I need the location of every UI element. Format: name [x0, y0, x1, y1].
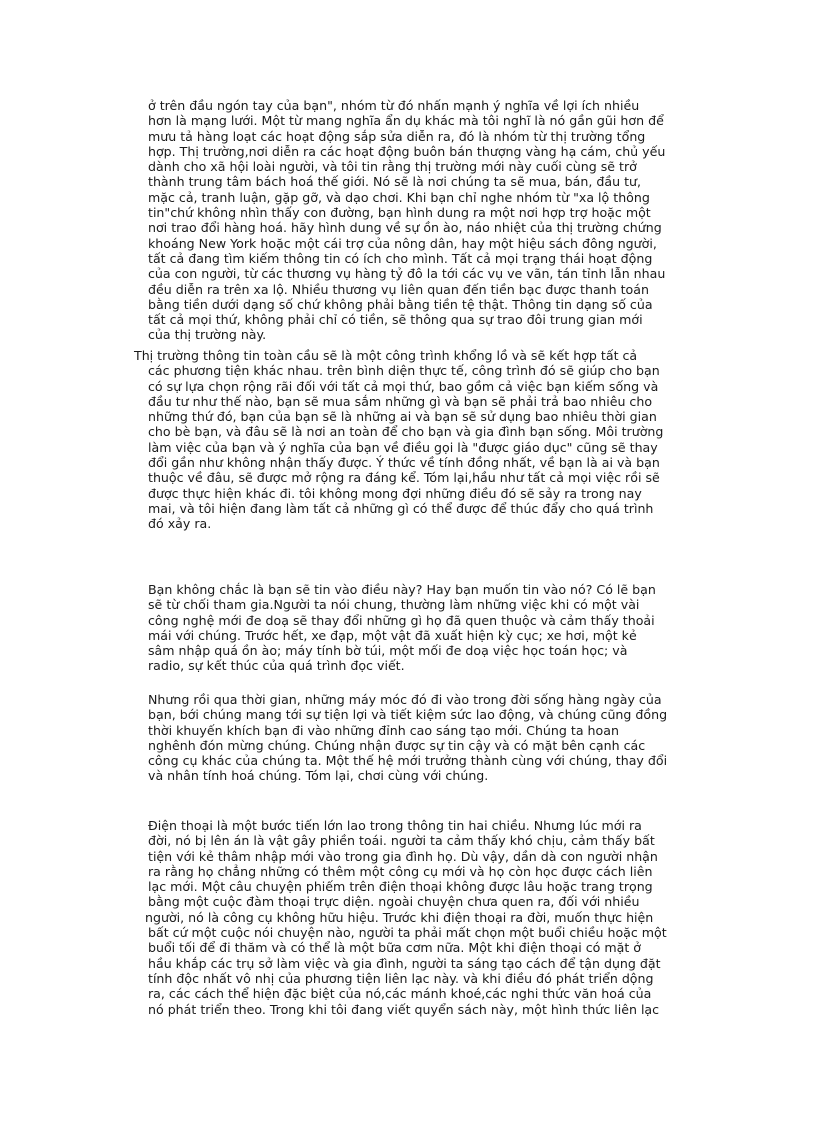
- text-line: nghênh đón mừng chúng. Chúng nhận được sự tin cậy và có mặt bên cạnh các: [148, 737, 646, 753]
- text-line: hầu khắp các trụ sở làm việc và gia đình, người ta sáng tạo cách để tận dụng đặt: [148, 955, 661, 971]
- text-line: nơi trao đổi hàng hoá. hãy hình dung về sự ồn ào, náo nhiệt của thị trường chứng: [148, 220, 662, 236]
- text-line: được thực hiện khác đi. tôi không mong đợi những điều đó sẽ sảy ra trong nay: [148, 485, 642, 501]
- text-line: mặc cả, tranh luận, gặp gỡ, và dạo chơi. Khi bạn chỉ nghe nhóm từ "xa lộ thông: [148, 189, 650, 205]
- text-line: hợp. Thị trường,nơi diễn ra các hoạt động buôn bán thượng vàng hạ cám, chủ yếu: [148, 143, 666, 159]
- text-line: của thị trường này.: [148, 327, 267, 343]
- text-line: sâm nhập quá ồn ào; máy tính bờ túi, một mối đe doạ việc học toán học; và: [148, 643, 628, 659]
- text-line: người, nó là công cụ không hữu hiệu. Trước khi điện thoại ra đời, muốn thực hiện: [145, 909, 654, 925]
- text-line: Điện thoại là một bước tiến lớn lao trong thông tin hai chiều. Nhưng lúc mới ra: [148, 818, 642, 833]
- text-line: bằng một cuộc đàm thoại trực diện. ngoài chuyện chưa quen ra, đối với nhiều: [148, 894, 640, 910]
- text-line: mái với chúng. Trước hết, xe đạp, một vật đã xuất hiện kỳ cục; xe hơi, một kẻ: [148, 627, 637, 643]
- paragraph-5: [145, 818, 667, 1017]
- text-line: công nghệ mới đe doạ sẽ thay đổi những gì họ đã quen thuộc và cảm thấy thoải: [148, 612, 655, 628]
- text-line: bất cứ một cuộc nói chuyện nào, người ta phải mất chọn một buổi chiều hoặc một: [148, 925, 667, 941]
- text-line: tính độc nhất vô nhị của phương tiện liên lạc này. và khi điều đó phát triển dộng: [148, 970, 654, 986]
- text-line: Nhưng rồi qua thời gian, những máy móc đó đi vào trong đời sống hàng ngày của: [148, 692, 662, 707]
- text-line: có sự lựa chọn rộng rãi đối với tất cả mọi thứ, bao gồm cả việc bạn kiếm sống và: [148, 378, 659, 394]
- text-line: đổi gần như không nhận thấy được. Ý thức về tính đồng nhất, về bạn là ai và bạn: [148, 455, 660, 471]
- text-line: thành trung tâm bách hoá thế giới. Nó sẽ là nơi chúng ta sẽ mua, bán, đầu tư,: [148, 174, 641, 190]
- text-line: bằng tiền dưới dạng số chứ không phải bằng tiền tệ thật. Thông tin dạng số của: [148, 296, 653, 312]
- text-line: của con người, từ các thương vụ hàng tỷ đô la tới các vụ ve vãn, tán tỉnh lẫn nhau: [148, 266, 666, 282]
- paragraph-2: [134, 348, 663, 532]
- text-line: nó phát triển theo. Trong khi tôi đang viết quyển sách này, một hình thức liên lạc: [148, 1001, 660, 1017]
- text-line: radio, sự kết thúc của quá trình đọc viết.: [148, 658, 405, 674]
- text-line: hơn là mạng lưới. Một từ mang nghĩa ẩn dụ khác mà tôi nghĩ là nó gần gũi hơn để: [148, 113, 664, 129]
- text-line: công cụ khác của chúng ta. Một thế hệ mới trưởng thành cùng với chúng, thay đổi: [148, 753, 668, 769]
- text-line: những thứ đó, bạn của bạn sẽ là những ai và bạn sẽ sử dụng bao nhiêu thời gian: [148, 409, 657, 425]
- text-line: đời, nó bị lên án là vật gây phiền toái. người ta cảm thấy khó chịu, cảm thấy bất: [148, 833, 655, 849]
- text-line: mưu tả hàng loạt các hoạt động sắp sửa diễn ra, đó là nhóm từ thị trường tổng: [148, 128, 646, 144]
- text-line: thuộc về đâu, sẽ được mở rộng ra đáng kể. Tóm lại,hầu như tất cả mọi việc rồi sẽ: [148, 470, 660, 486]
- text-line: sẽ từ chối tham gia.Người ta nói chung, thường làm những việc khi có một vài: [148, 597, 640, 613]
- text-line: các phương tiện khác nhau. trên bình diện thực tế, công trình đó sẽ giúp cho bạn: [148, 363, 660, 379]
- paragraph-3: [148, 582, 656, 674]
- text-line: dành cho xã hội loài người, và tôi tin rằng thị trường mới này cuối cùng sẽ trở: [148, 159, 637, 175]
- text-line: khoáng New York hoặc một cái trợ của nông dân, hay một hiệu sách đông người,: [148, 235, 657, 251]
- text-line: ở trên đầu ngón tay của bạn", nhóm từ đó nhấn mạnh ý nghĩa về lợi ích nhiều: [148, 98, 640, 113]
- paragraph-1: [148, 98, 665, 343]
- text-line: ra, các cách thể hiện đặc biệt của nó,các mánh khoé,các nghi thức văn hoá của: [148, 986, 652, 1002]
- text-line: tất cả đang tìm kiếm thông tin có ích cho mình. Tất cả mọi trạng thái hoạt động: [148, 250, 653, 266]
- text-line: cho bè bạn, và đâu sẽ là nơi an toàn để cho bạn và gia đình bạn sống. Môi trường: [148, 424, 664, 440]
- text-line: lạc mới. Một câu chuyện phiếm trên điện thoại không được lâu hoặc trang trọng: [148, 879, 653, 895]
- text-line: tin"chứ không nhìn thấy con đường, bạn hình dung ra một nơi hợp trợ hoặc một: [148, 205, 651, 221]
- text-line: và nhân tính hoá chúng. Tóm lại, chơi cùng với chúng.: [148, 768, 489, 784]
- text-line: đầu tư như thế nào, bạn sẽ mua sắm những gì và bạn sẽ phải trả bao nhiêu cho: [148, 393, 653, 409]
- text-line: Bạn không chắc là bạn sẽ tin vào điều này? Hay bạn muốn tin vào nó? Có lẽ bạn: [148, 582, 656, 597]
- text-line: Thị trường thông tin toàn cầu sẽ là một công trình khổng lồ và sẽ kết hợp tất cả: [134, 348, 638, 363]
- text-line: đều diễn ra trên xa lộ. Nhiều thương vụ liên quan đến tiền bạc được thanh toán: [148, 281, 649, 297]
- text-line: mai, và tôi hiện đang làm tất cả những gì có thể được để thúc đẩy cho quá trình: [148, 500, 654, 516]
- text-line: đó xảy ra.: [148, 516, 212, 532]
- text-line: thời khuyến khích bạn đi vào những đỉnh cao sáng tạo mới. Chúng ta hoan: [148, 722, 619, 738]
- text-line: tất cả mọi thứ, không phải chỉ có tiền, sẽ thông qua sự trao đôi trung gian mới: [148, 312, 643, 328]
- text-line: buổi tối để đi thăm và có thể là một bữa cơm nữa. Một khi điện thoại có mặt ở: [148, 940, 641, 956]
- text-line: bạn, bới chúng mang tới sự tiện lợi và tiết kiệm sức lao động, và chúng cũng đồng: [148, 707, 668, 723]
- paragraph-4: [148, 692, 667, 784]
- text-line: làm việc của bạn và ý nghĩa của bạn về điều gọi là "được giáo dục" cũng sẽ thay: [148, 439, 658, 455]
- text-line: ra rằng họ chẳng những có thêm một công cụ mới và họ còn học được cách liên: [148, 863, 653, 879]
- text-line: tiện với kẻ thâm nhập mới vào trong gia đình họ. Dù vậy, dần dà con người nhận: [148, 848, 658, 864]
